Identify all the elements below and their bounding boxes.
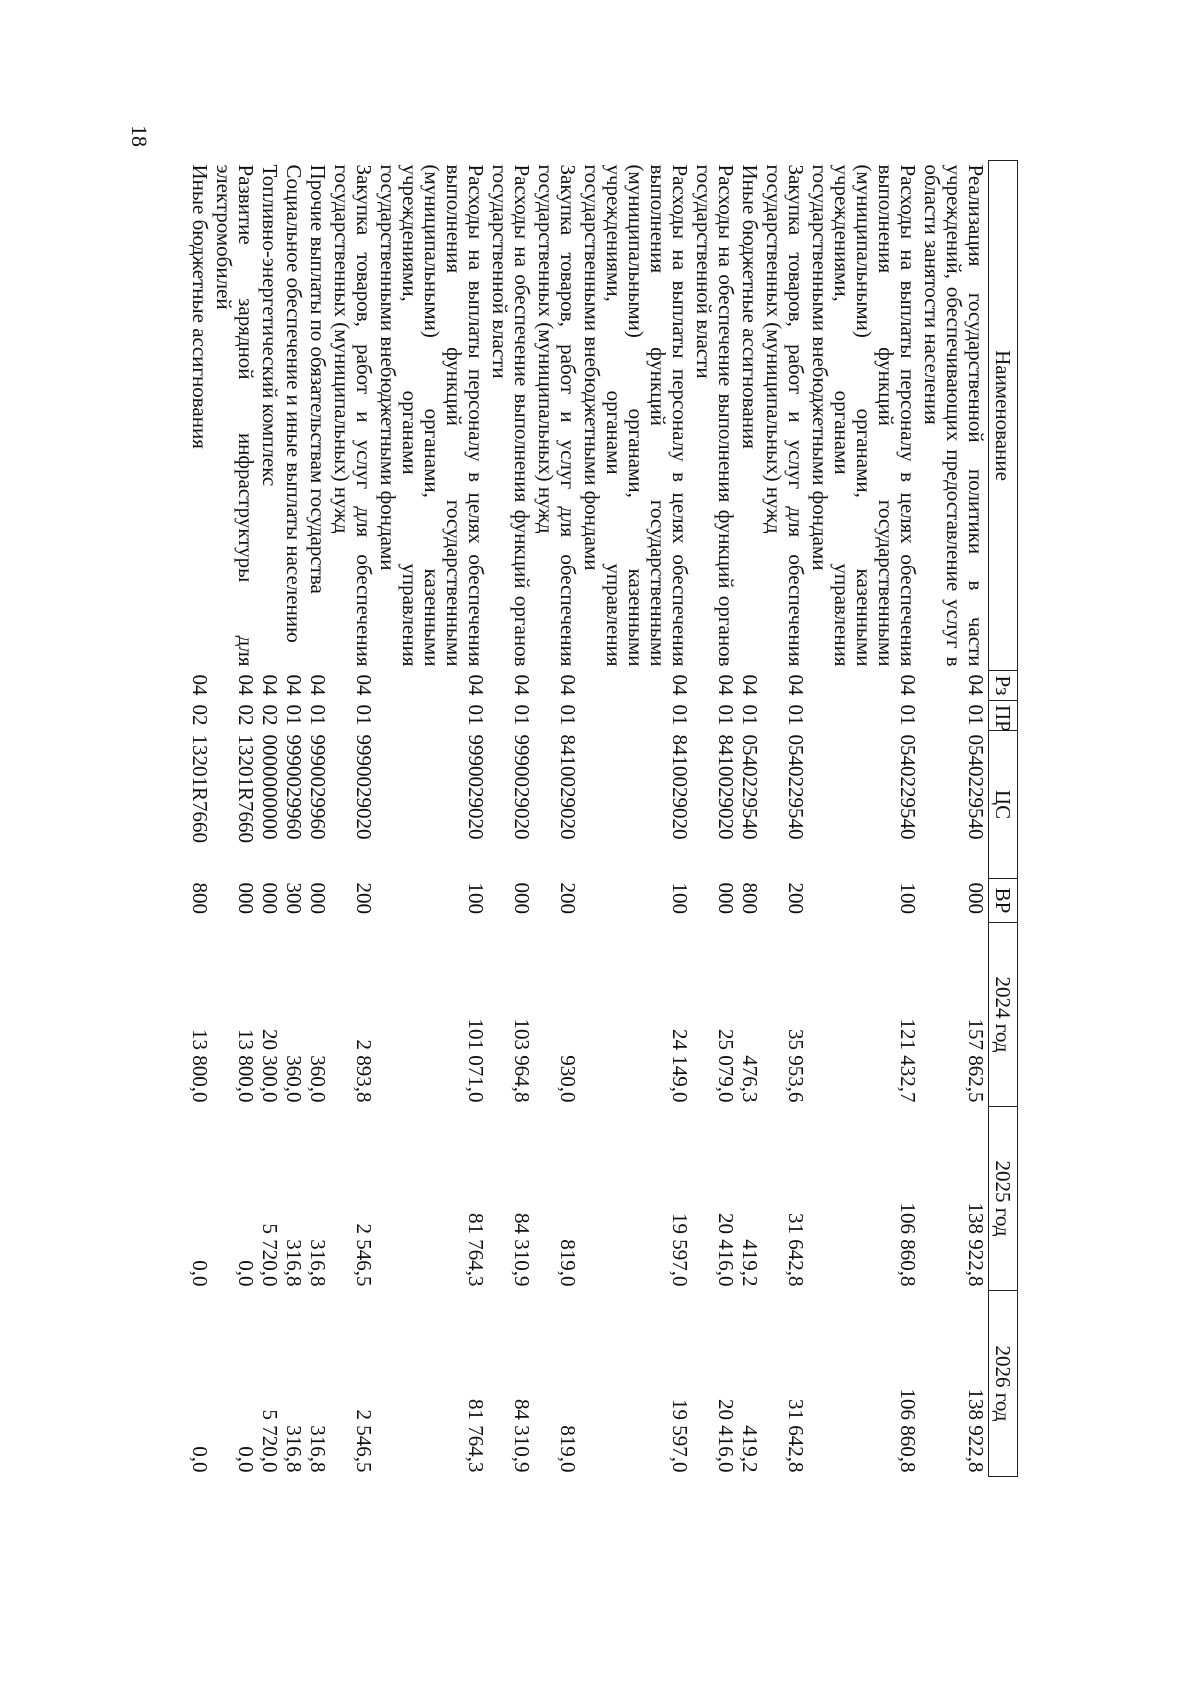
cell-2026: 5 720,0 (258, 1409, 282, 1473)
cell-2024: 930,0 (556, 1055, 580, 1103)
cell-name: Прочие выплаты по обязательствам государства (306, 164, 330, 594)
cell-vr: 000 (714, 882, 738, 914)
cell-pr: 01 (464, 704, 488, 726)
cell-2025: 0,0 (234, 1260, 258, 1287)
cell-2026: 20 416,0 (714, 1399, 738, 1473)
cell-2026: 84 310,9 (510, 1399, 534, 1473)
cell-2025: 19 597,0 (668, 1213, 692, 1287)
cell-name: Топливно-энергетический комплекс (258, 164, 282, 487)
cell-rz: 04 (282, 674, 306, 696)
table-row (330, 161, 376, 1477)
cell-2024: 103 964,8 (510, 1018, 534, 1103)
cell-name: Закупка товаров, работ и услуг для обеспечения государственных (муниципальных) нужд (762, 164, 808, 667)
cell-vr: 300 (282, 882, 306, 914)
cell-2025: 138 922,8 (964, 1202, 988, 1287)
cell-name: Расходы на выплаты персоналу в целях обеспечения выполнения функций государственными (муниципальными) органами, казенными учреждениями, органами управления государственными внебюджетными фондами (376, 164, 488, 667)
cell-2024: 25 079,0 (714, 1029, 738, 1103)
cell-cs: 8410029020 (714, 734, 738, 840)
cell-2024: 360,0 (306, 1055, 330, 1103)
cell-cs: 9990029020 (352, 734, 376, 840)
cell-cs: 0540229540 (738, 734, 762, 840)
cell-pr: 02 (234, 704, 258, 726)
cell-2024: 24 149,0 (668, 1029, 692, 1103)
table-row (376, 161, 488, 1477)
header-2026: 2026 год (989, 1291, 1018, 1477)
cell-cs: 9990029020 (464, 734, 488, 840)
table-row (808, 161, 920, 1477)
cell-rz: 04 (258, 674, 282, 696)
cell-vr: 000 (306, 882, 330, 914)
cell-vr: 200 (784, 882, 808, 914)
cell-vr: 000 (234, 882, 258, 914)
cell-2026: 0,0 (234, 1446, 258, 1473)
cell-2024: 121 432,7 (896, 1018, 920, 1103)
cell-2025: 5 720,0 (258, 1223, 282, 1287)
cell-2026: 819,0 (556, 1425, 580, 1473)
table-row (282, 161, 306, 1477)
cell-rz: 04 (556, 674, 580, 696)
cell-name: Расходы на выплаты персоналу в целях обеспечения выполнения функций государственными (муниципальными) органами, казенными учреждениями, органами управления государственными внебюджетными фондами (808, 164, 920, 667)
cell-name: Развитие зарядной инфраструктуры для электромобилей (212, 164, 258, 667)
cell-2024: 35 953,6 (784, 1029, 808, 1103)
cell-rz: 04 (896, 674, 920, 696)
cell-2024: 20 300,0 (258, 1029, 282, 1103)
cell-pr: 01 (282, 704, 306, 726)
cell-rz: 04 (234, 674, 258, 696)
cell-2024: 13 800,0 (188, 1029, 212, 1103)
cell-2025: 106 860,8 (896, 1202, 920, 1287)
cell-2026: 316,8 (306, 1425, 330, 1473)
cell-pr: 01 (714, 704, 738, 726)
cell-vr: 000 (510, 882, 534, 914)
header-name: Наименование (989, 161, 1018, 671)
budget-table (188, 160, 1018, 1477)
cell-vr: 000 (964, 882, 988, 914)
cell-2025: 81 764,3 (464, 1213, 488, 1287)
header-pr: ПР (989, 701, 1018, 731)
cell-2025: 20 416,0 (714, 1213, 738, 1287)
cell-2026: 138 922,8 (964, 1388, 988, 1473)
cell-cs: 13201R7660 (188, 734, 212, 844)
table-row (738, 161, 762, 1477)
cell-pr: 01 (556, 704, 580, 726)
cell-2026: 31 642,8 (784, 1399, 808, 1473)
budget-sheet (168, 160, 1018, 1476)
cell-2026: 419,2 (738, 1425, 762, 1473)
cell-2025: 419,2 (738, 1239, 762, 1287)
cell-2026: 106 860,8 (896, 1388, 920, 1473)
cell-2025: 316,8 (306, 1239, 330, 1287)
cell-2026: 0,0 (188, 1446, 212, 1473)
cell-2025: 31 642,8 (784, 1213, 808, 1287)
header-2025: 2025 год (989, 1107, 1018, 1291)
cell-cs: 8410029020 (668, 734, 692, 840)
cell-rz: 04 (352, 674, 376, 696)
cell-name: Реализация государственной политики в части учреждений, обеспечивающих предоставление услуг в области занятости населения (920, 164, 988, 667)
cell-name: Расходы на обеспечение выполнения функций органов государственной власти (692, 164, 738, 667)
table-row (534, 161, 580, 1477)
cell-pr: 02 (188, 704, 212, 726)
cell-pr: 01 (352, 704, 376, 726)
cell-pr: 01 (896, 704, 920, 726)
cell-name: Иные бюджетные ассигнования (738, 164, 762, 449)
cell-pr: 01 (510, 704, 534, 726)
cell-name: Иные бюджетные ассигнования (188, 164, 212, 449)
cell-vr: 800 (738, 882, 762, 914)
cell-2025: 84 310,9 (510, 1213, 534, 1287)
cell-name: Закупка товаров, работ и услуг для обеспечения государственных (муниципальных) нужд (534, 164, 580, 667)
table-row (920, 161, 989, 1477)
cell-2024: 157 862,5 (964, 1018, 988, 1103)
cell-2024: 360,0 (282, 1055, 306, 1103)
cell-vr: 100 (464, 882, 488, 914)
table-row (258, 161, 282, 1477)
cell-2024: 2 893,8 (352, 1039, 376, 1103)
cell-2026: 2 546,5 (352, 1409, 376, 1473)
cell-2026: 316,8 (282, 1425, 306, 1473)
cell-cs: 8410029020 (556, 734, 580, 840)
cell-rz: 04 (188, 674, 212, 696)
cell-name: Социальное обеспечение и иные выплаты населению (282, 164, 306, 643)
cell-2025: 2 546,5 (352, 1223, 376, 1287)
header-2024: 2024 год (989, 923, 1018, 1107)
cell-name: Закупка товаров, работ и услуг для обеспечения государственных (муниципальных) нужд (330, 164, 376, 667)
cell-rz: 04 (464, 674, 488, 696)
cell-2024: 13 800,0 (234, 1029, 258, 1103)
cell-vr: 000 (258, 882, 282, 914)
cell-name: Расходы на выплаты персоналу в целях обеспечения выполнения функций государственными (муниципальными) органами, казенными учреждениями, органами управления государственными внебюджетными фондами (580, 164, 692, 667)
cell-vr: 200 (352, 882, 376, 914)
table-row (580, 161, 692, 1477)
table-header (989, 161, 1018, 1477)
page-number: 18 (127, 125, 152, 147)
cell-cs: 0540229540 (784, 734, 808, 840)
cell-rz: 04 (668, 674, 692, 696)
table-row (306, 161, 330, 1477)
cell-rz: 04 (738, 674, 762, 696)
cell-cs: 0540229540 (964, 734, 988, 840)
cell-cs: 9990029960 (282, 734, 306, 840)
cell-vr: 800 (188, 882, 212, 914)
cell-2025: 0,0 (188, 1260, 212, 1287)
table-row (488, 161, 534, 1477)
table-row (212, 161, 258, 1477)
table-row (188, 161, 212, 1477)
cell-vr: 100 (668, 882, 692, 914)
cell-2024: 476,3 (738, 1055, 762, 1103)
cell-2024: 101 071,0 (464, 1018, 488, 1103)
header-vr: ВР (989, 879, 1018, 923)
cell-2026: 81 764,3 (464, 1399, 488, 1473)
cell-pr: 01 (306, 704, 330, 726)
cell-2025: 819,0 (556, 1239, 580, 1287)
cell-rz: 04 (510, 674, 534, 696)
cell-vr: 200 (556, 882, 580, 914)
cell-cs: 13201R7660 (234, 734, 258, 844)
header-cs: ЦС (989, 731, 1018, 879)
cell-vr: 100 (896, 882, 920, 914)
cell-cs: 0000000000 (258, 734, 282, 840)
cell-rz: 04 (714, 674, 738, 696)
cell-name: Расходы на обеспечение выполнения функций органов государственной власти (488, 164, 534, 667)
cell-pr: 01 (668, 704, 692, 726)
cell-pr: 01 (738, 704, 762, 726)
header-rz: Рз (989, 671, 1018, 701)
table-row (762, 161, 808, 1477)
cell-pr: 01 (964, 704, 988, 726)
cell-rz: 04 (306, 674, 330, 696)
cell-pr: 02 (258, 704, 282, 726)
cell-2025: 316,8 (282, 1239, 306, 1287)
cell-cs: 9990029020 (510, 734, 534, 840)
table-row (692, 161, 738, 1477)
cell-cs: 0540229540 (896, 734, 920, 840)
cell-rz: 04 (784, 674, 808, 696)
cell-cs: 9990029960 (306, 734, 330, 840)
cell-pr: 01 (784, 704, 808, 726)
cell-rz: 04 (964, 674, 988, 696)
cell-2026: 19 597,0 (668, 1399, 692, 1473)
